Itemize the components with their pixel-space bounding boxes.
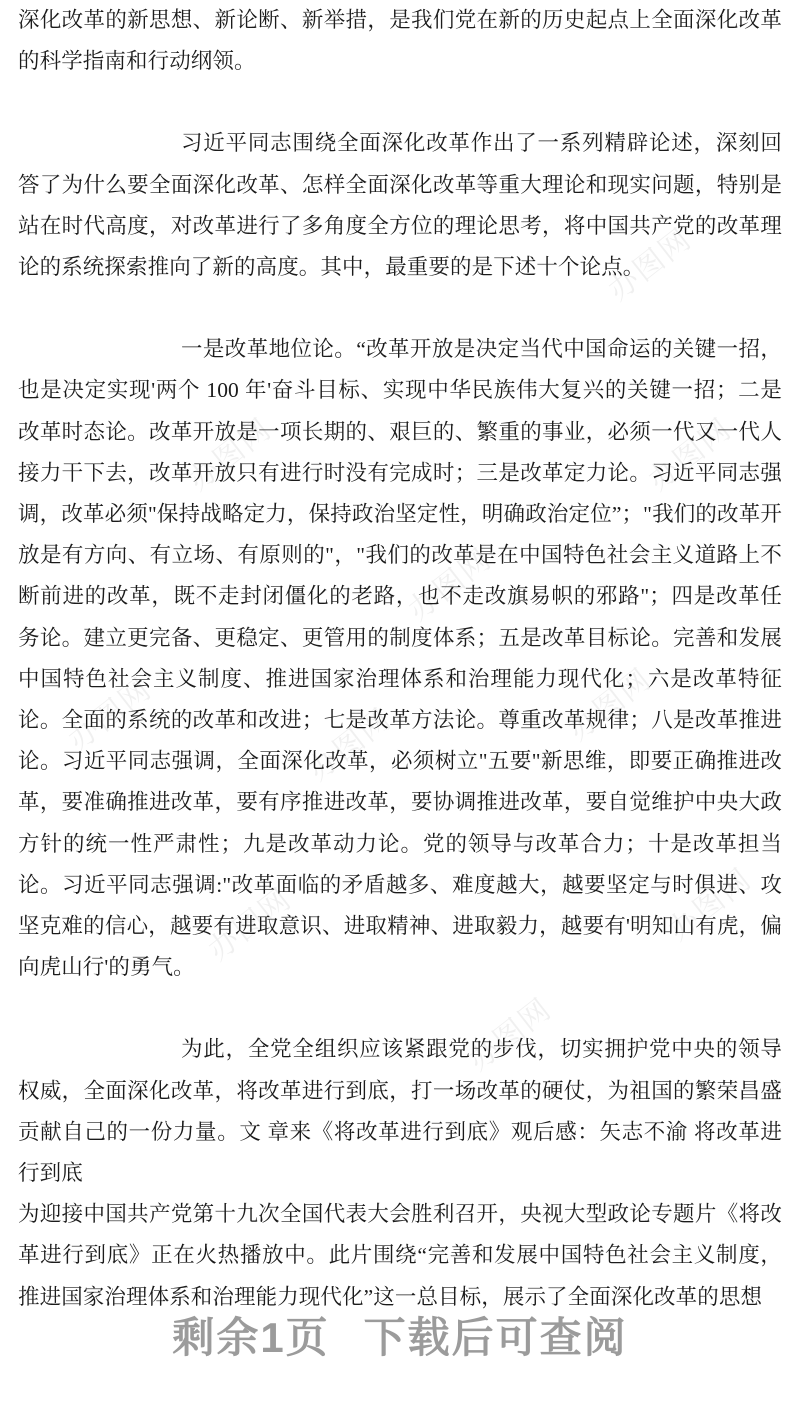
paragraph: 习近平同志围绕全面深化改革作出了一系列精辟论述，深刻回答了为什么要全面深化改革、怎样全面深化改革等重大理论和现实问题，特别是站在时代高度，对改革进行了多角度全方位的理论思考，将中国共产党的改革理论的系统探索推向了新的高度。其中，最重要的是下述十个论点。 <box>18 131 782 280</box>
paragraph: 为迎接中国共产党第十九次全国代表大会胜利召开，央视大型政论专题片《将改革进行到底》正在火热播放中。此片围绕“完善和发展中国特色社会主义制度，推进国家治理体系和治理能力现代化”这一总目标，展示了全面深化改革的思想 <box>18 1202 782 1309</box>
paragraph: 一是改革地位论。“改革开放是决定当代中国命运的关键一招，也是决定实现'两个 100 年'奋斗目标、实现中华民族伟大复兴的关键一招；二是改革时态论。改革开放是一项长期的、艰巨的、繁重的事业，必须一代又一代人接力干下去，改革开放只有进行时没有完成时；三是改革定力论。习近平同志强调，改革必须"保持战略定力，保持政治坚定性，明确政治定位”；"我们的改革开放是有方向、有立场、有原则的"，"我们的改革是在中国特色社会主义道路上不断前进的改革，既不走封闭僵化的老路，也不走改旗易帜的邪路"；四是改革任务论。建立更完备、更稳定、更管用的制度体系；五是改革目标论。完善和发展中国特色社会主义制度、推进国家治理体系和治理能力现代化；六是改革特征论。全面的系统的改革和改进；七是改革方法论。尊重改革规律；八是改革推进论。习近平同志强调，全面深化改革，必须树立"五要"新思维，即要正确推进改革，要准确推进改革，要有序推进改革，要协调推进改革，要自觉维护中央大政方针的统一性严肃性；九是改革动力论。党的领导与改革合力；十是改革担当论。习近平同志强调:"改革面临的矛盾越多、难度越大，越要坚定与时俱进、攻坚克难的信心，越要有进取意识、进取精神、进取毅力，越要有'明知山有虎，偏向虎山行'的勇气。 <box>18 337 782 980</box>
download-hint-label: 下载后可查阅 <box>363 1314 628 1361</box>
watermark-text: 办图网 <box>62 672 159 758</box>
watermark-text: 办图网 <box>182 412 279 498</box>
watermark-text: 办图网 <box>642 412 739 498</box>
watermark-text: 办图网 <box>562 662 659 748</box>
watermark-text: 办图网 <box>202 882 299 968</box>
watermark-text: 办图网 <box>302 702 399 788</box>
watermark-text: 办图网 <box>602 222 699 308</box>
remaining-pages-label: 剩余1页 <box>172 1314 330 1361</box>
paragraph: 深化改革的新思想、新论断、新举措，是我们党在新的历史起点上全面深化改革的科学指南和行动纲领。 <box>18 8 782 74</box>
paragraph: 为此，全党全组织应该紧跟党的步伐，切实拥护党中央的领导权威，全面深化改革，将改革进行到底，打一场改革的硬仗，为祖国的繁荣昌盛贡献自己的一份力量。文 章来《将改革进行到底》观后感：矢志不渝 将改革进行到底 <box>18 1037 782 1186</box>
watermark-text: 办图网 <box>402 542 499 628</box>
download-notice <box>0 1305 800 1365</box>
watermark-text: 办图网 <box>662 862 759 948</box>
watermark-text: 办图网 <box>462 992 559 1078</box>
